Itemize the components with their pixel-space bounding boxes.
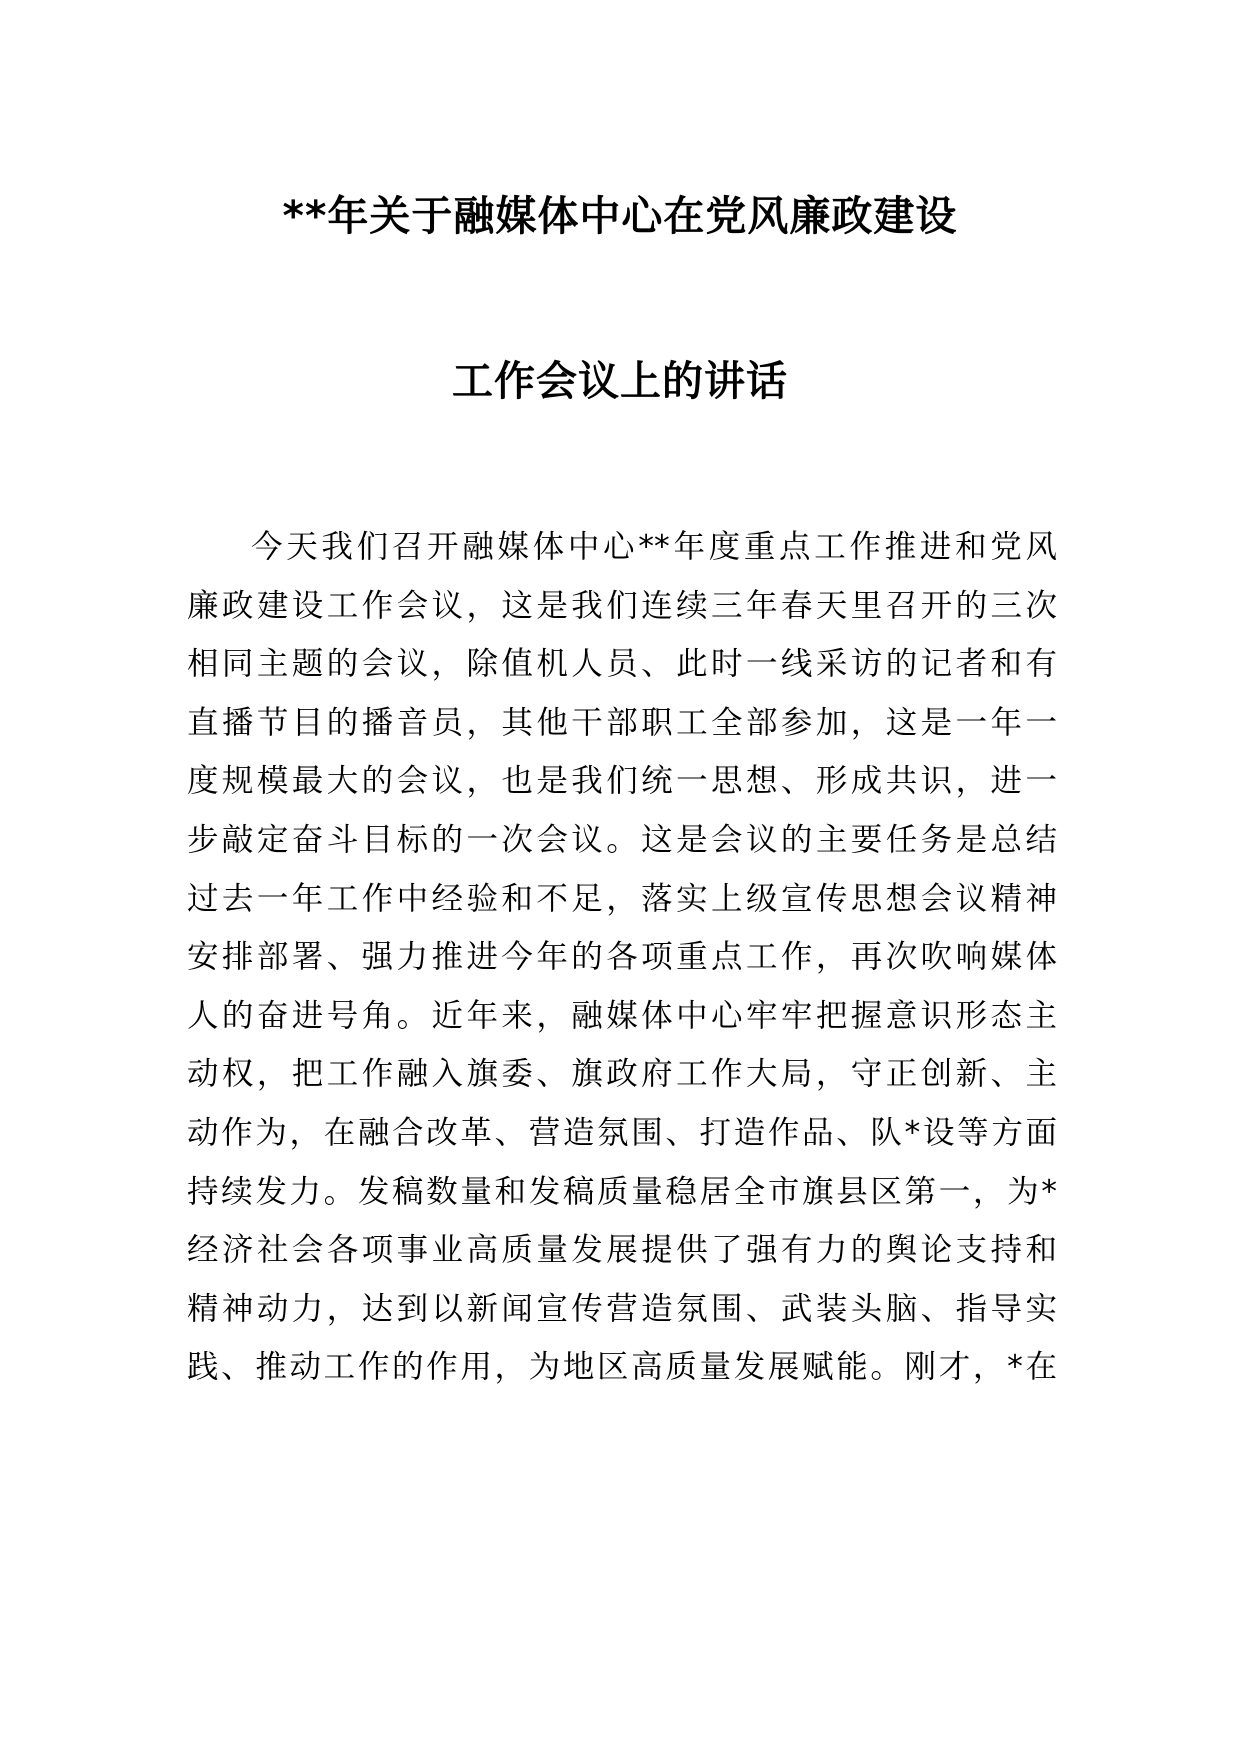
body-line: 步敲定奋斗目标的一次会议。这是会议的主要任务是总结	[187, 821, 1057, 858]
body-line: 经济社会各项事业高质量发展提供了强有力的舆论支持和	[187, 1232, 1057, 1269]
body-line: 动作为，在融合改革、营造氛围、打造作品、队*设等方面	[187, 1114, 1057, 1151]
document-title-line-2: 工作会议上的讲话	[452, 357, 788, 405]
body-line: 过去一年工作中经验和不足，落实上级宣传思想会议精神	[187, 880, 1057, 917]
body-line: 廉政建设工作会议，这是我们连续三年春天里召开的三次	[187, 587, 1057, 624]
body-line: 持续发力。发稿数量和发稿质量稳居全市旗县区第一，为*	[187, 1173, 1057, 1210]
body-line: 精神动力，达到以新闻宣传营造氛围、武装头脑、指导实	[187, 1290, 1057, 1327]
document-title-line-1: **年关于融媒体中心在党风廉政建设	[282, 192, 958, 240]
body-line: 相同主题的会议，除值机人员、此时一线采访的记者和有	[187, 646, 1057, 683]
body-line: 今天我们召开融媒体中心**年度重点工作推进和党风	[251, 529, 1057, 565]
body-line: 直播节目的播音员，其他干部职工全部参加，这是一年一	[187, 704, 1057, 741]
body-line: 践、推动工作的作用，为地区高质量发展赋能。刚才，*在	[187, 1349, 1057, 1386]
body-line: 动权，把工作融入旗委、旗政府工作大局，守正创新、主	[187, 1056, 1057, 1093]
document-body	[187, 518, 1057, 1397]
body-line: 度规模最大的会议，也是我们统一思想、形成共识，进一	[187, 763, 1057, 800]
body-line: 安排部署、强力推进今年的各项重点工作，再次吹响媒体	[187, 939, 1057, 976]
body-line: 人的奋进号角。近年来，融媒体中心牢牢把握意识形态主	[187, 997, 1057, 1034]
